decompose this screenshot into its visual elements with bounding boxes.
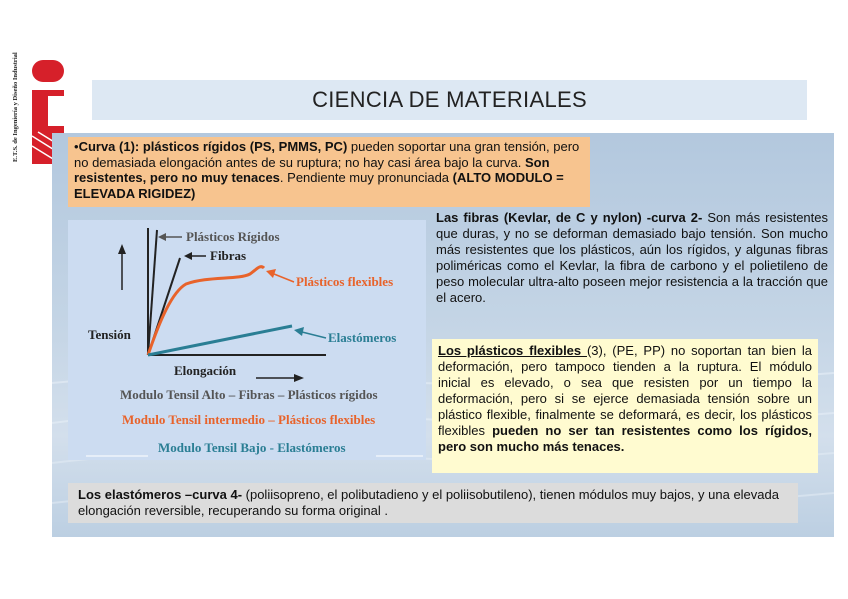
label-plasticos-flexibles: Plásticos flexibles [296,274,394,289]
flexibles-heading: Los plásticos flexibles [438,343,587,358]
label-fibras: Fibras [210,248,247,263]
label-plasticos-rigidos: Plásticos Rígidos [186,229,280,244]
arrow-flexibles-head [266,269,276,278]
curve-plasticos-flexibles [148,267,264,355]
title-bar [92,80,807,120]
elastomeros-text: (poliisopreno, el polibutadieno y el poliisobutileno), tienen módulos muy bajos, y una elevada elongación reversible, recuperando su forma original . [78,487,779,518]
page-title: CIENCIA DE MATERIALES [312,87,587,112]
fibras-paragraph [436,210,828,328]
label-elastomeros: Elastómeros [328,330,397,345]
legend-alto: Modulo Tensil Alto – Fibras – Plásticos rígidos [120,387,378,402]
y-axis-arrow-head [118,244,126,254]
curve-elastomeros [148,326,292,355]
x-axis-arrow-head [294,374,304,382]
label-tension: Tensión [88,327,131,342]
curve1-box [68,137,590,207]
flexibles-box [432,339,818,473]
curve1-text1: pueden soportar una gran tensión, pero no demasiada elongación antes de su ruptura; no hay casi área bajo la curva. [74,139,580,170]
curve1-bold1: Son resistentes, pero no muy tenaces [74,154,550,186]
legend-bajo: Modulo Tensil Bajo - Elastómeros [158,440,346,455]
flexibles-text: (3), (PE, PP) no soportan tan bien la deformación, pero tampoco tienden a la ruptura. El módulo inicial es elevado, o sea que resisten por un tiempo la deformación, pero si se ejerce demasiada tensión sobre un plástico flexible, finalmente se deformará, es decir, los plásticos flexibles [438,343,813,438]
curve1-bold2: (ALTO MODULO = ELEVADA RIGIDEZ) [74,170,564,201]
logo-text: E.T.S. de Ingeniería y Diseño Industrial [12,52,19,162]
flexibles-bold: pueden no ser tan resistentes como los rígidos, pero son mucho más tenaces. [438,423,812,454]
fibras-heading: Las fibras (Kevlar, de C y nylon) -curva 2- [436,210,703,225]
arrow-fibras-head [184,252,192,260]
fibras-text: Son más resistentes que duras, y no se deforman demasiado bajo tensión. Son mucho más resistentes que los plásticos, aún los rígidos, y algunas fibras poliméricas como el Kevlar, la fibra de carbono y el polietileno de peso molecular ultra-alto poseen mejor resistencia a la tracción que el acero. [436,210,828,305]
arrow-elastomeros-head [294,327,304,336]
legend-intermedio: Modulo Tensil intermedio – Plásticos flexibles [122,412,376,427]
elastomeros-heading: Los elastómeros –curva 4- [78,487,243,502]
elastomeros-box [68,483,798,523]
arrow-flexibles [274,274,294,282]
label-elongacion: Elongación [174,363,237,378]
arrow-elastomeros [302,332,326,338]
curve1-text2: . Pendiente muy pronunciada [279,170,453,186]
arrow-rigidos-head [158,233,166,241]
bullet: • [74,139,79,154]
stress-strain-diagram [68,220,426,460]
curve1-heading: Curva (1): plásticos rígidos (PS, PMMS, PC) [78,139,348,154]
